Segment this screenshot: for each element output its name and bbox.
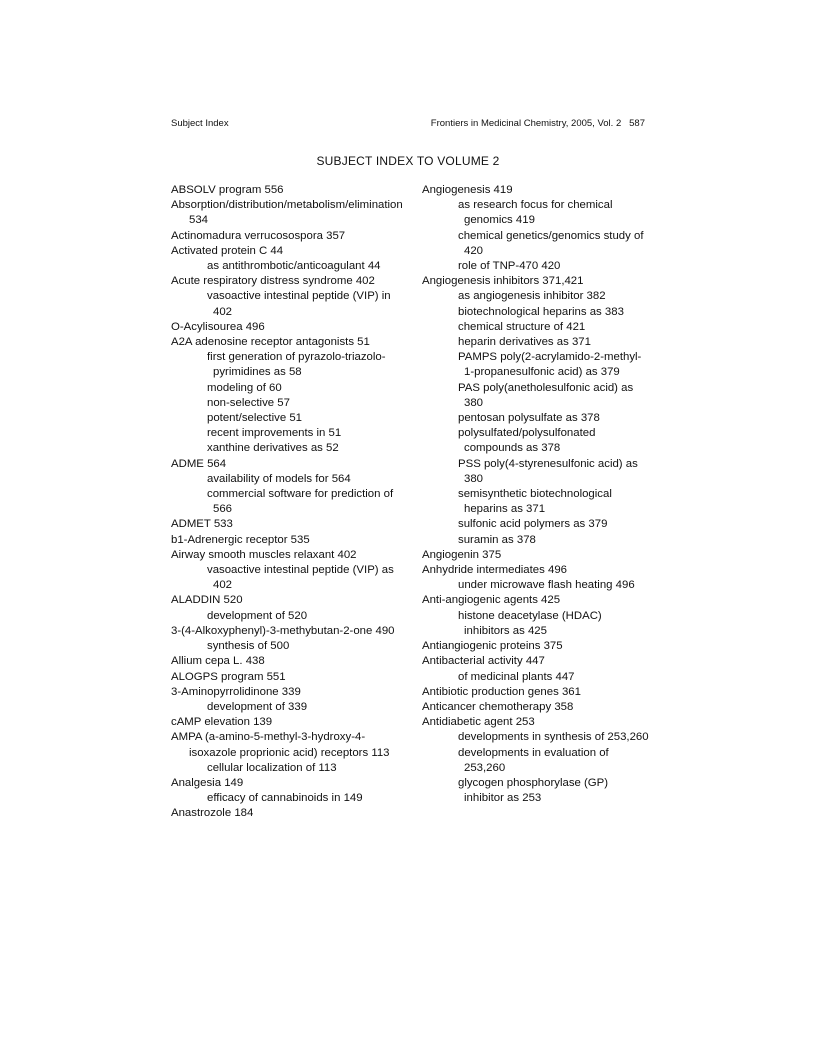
index-entry: Angiogenesis 419 (422, 184, 513, 196)
index-subentry: developments in synthesis of 253,260 (458, 731, 649, 744)
index-entry: Anhydride intermediates 496 (422, 564, 568, 577)
index-entry: Anticancer chemotherapy 358 (422, 700, 574, 713)
index-subentry: synthesis of 500 (207, 640, 290, 653)
index-subentry: vasoactive intestinal peptide (VIP) in 402 (207, 290, 391, 318)
index-subentry: first generation of pyrazolo-triazolo-pyrimidines as 58 (207, 351, 386, 379)
index-entry: ADME 564 (171, 457, 227, 470)
index-column-left (171, 183, 403, 822)
index-entry: A2A adenosine receptor antagonists 51 (171, 336, 370, 349)
index-entry: Analgesia 149 (171, 776, 244, 789)
index-subentry: pentosan polysulfate as 378 (458, 412, 600, 425)
index-subentry: vasoactive intestinal peptide (VIP) as 402 (207, 564, 394, 592)
index-subentry: under microwave flash heating 496 (458, 579, 635, 592)
index-subentry: chemical structure of 421 (458, 320, 586, 333)
index-entry: Antidiabetic agent 253 (422, 716, 535, 729)
index-subentry: PSS poly(4-styrenesulfonic acid) as 380 (458, 457, 638, 485)
index-subentry: commercial software for prediction of 566 (207, 488, 394, 516)
index-subentry: role of TNP-470 420 (458, 260, 561, 273)
index-entry: Antiangiogenic proteins 375 (422, 640, 563, 653)
index-entry: Actinomadura verrucosospora 357 (171, 229, 346, 242)
index-entry: ALADDIN 520 (171, 594, 243, 607)
index-subentry: histone deacetylase (HDAC) inhibitors as 425 (458, 609, 602, 637)
index-entry: Anti-angiogenic agents 425 (422, 594, 561, 607)
index-entry: AMPA (a-amino-5-methyl-3-hydroxy-4-isoxazole proprionic acid) receptors 113 (171, 731, 390, 759)
running-header-section: Subject Index (171, 118, 229, 129)
index-entry: b1-Adrenergic receptor 535 (171, 533, 310, 546)
index-subentry: glycogen phosphorylase (GP) inhibitor as 253 (458, 776, 609, 805)
index-subentry: efficacy of cannabinoids in 149 (207, 792, 363, 805)
index-subentry: recent improvements in 51 (207, 427, 342, 440)
index-subentry: PAMPS poly(2-acrylamido-2-methyl-1-propanesulfonic acid) as 379 (458, 351, 642, 379)
index-subentry: development of 520 (207, 609, 308, 622)
index-subentry: potent/selective 51 (207, 412, 302, 425)
index-subentry: suramin as 378 (458, 533, 536, 546)
index-subentry: developments in evaluation of 253,260 (458, 746, 609, 774)
index-subentry: development of 339 (207, 700, 308, 713)
index-entry: O-Acylisourea 496 (171, 320, 265, 333)
index-subentry: availability of models for 564 (207, 472, 351, 485)
index-subentry: sulfonic acid polymers as 379 (458, 518, 608, 531)
index-subentry: PAS poly(anetholesulfonic acid) as 380 (458, 381, 634, 409)
index-entry: Antibiotic production genes 361 (422, 685, 581, 698)
index-entry: Activated protein C 44 (171, 244, 284, 257)
index-entry: Acute respiratory distress syndrome 402 (171, 275, 375, 288)
index-entry: Airway smooth muscles relaxant 402 (171, 548, 357, 561)
index-entry: Angiogenesis inhibitors 371,421 (422, 275, 584, 288)
index-entry: Anastrozole 184 (171, 807, 254, 820)
index-subentry: cellular localization of 113 (207, 761, 337, 774)
index-entry: ABSOLV program 556 (171, 184, 284, 196)
index-subentry: semisynthetic biotechnological heparins as 371 (458, 488, 612, 516)
index-subentry: chemical genetics/genomics study of 420 (458, 229, 644, 257)
index-entry: Angiogenin 375 (422, 548, 502, 561)
index-entry: Allium cepa L. 438 (171, 655, 265, 668)
index-entry: ALOGPS program 551 (171, 670, 286, 683)
index-subentry: polysulfated/polysulfonated compounds as 378 (458, 427, 596, 455)
index-subentry: xanthine derivatives as 52 (207, 442, 339, 455)
running-header (171, 118, 645, 129)
index-entry: ADMET 533 (171, 518, 233, 531)
index-subentry: heparin derivatives as 371 (458, 336, 591, 349)
index-entry: 3-Aminopyrrolidinone 339 (171, 685, 301, 698)
index-subentry: of medicinal plants 447 (458, 670, 575, 683)
running-header-journal: Frontiers in Medicinal Chemistry, 2005, Vol. 2 587 (430, 118, 645, 129)
index-column-right (422, 183, 650, 806)
index-entry: Antibacterial activity 447 (422, 655, 545, 668)
index-subentry: modeling of 60 (207, 381, 282, 394)
index-entry: 3-(4-Alkoxyphenyl)-3-methybutan-2-one 490 (171, 624, 395, 637)
index-subentry: as antithrombotic/anticoagulant 44 (207, 260, 381, 273)
index-subentry: non-selective 57 (207, 396, 290, 409)
index-entry: Absorption/distribution/metabolism/elimination 534 (171, 199, 403, 227)
page-title: SUBJECT INDEX TO VOLUME 2 (316, 154, 500, 168)
index-subentry: as angiogenesis inhibitor 382 (458, 290, 606, 303)
index-subentry: as research focus for chemical genomics 419 (458, 199, 613, 227)
index-entry: cAMP elevation 139 (171, 716, 273, 729)
index-subentry: biotechnological heparins as 383 (458, 305, 624, 318)
